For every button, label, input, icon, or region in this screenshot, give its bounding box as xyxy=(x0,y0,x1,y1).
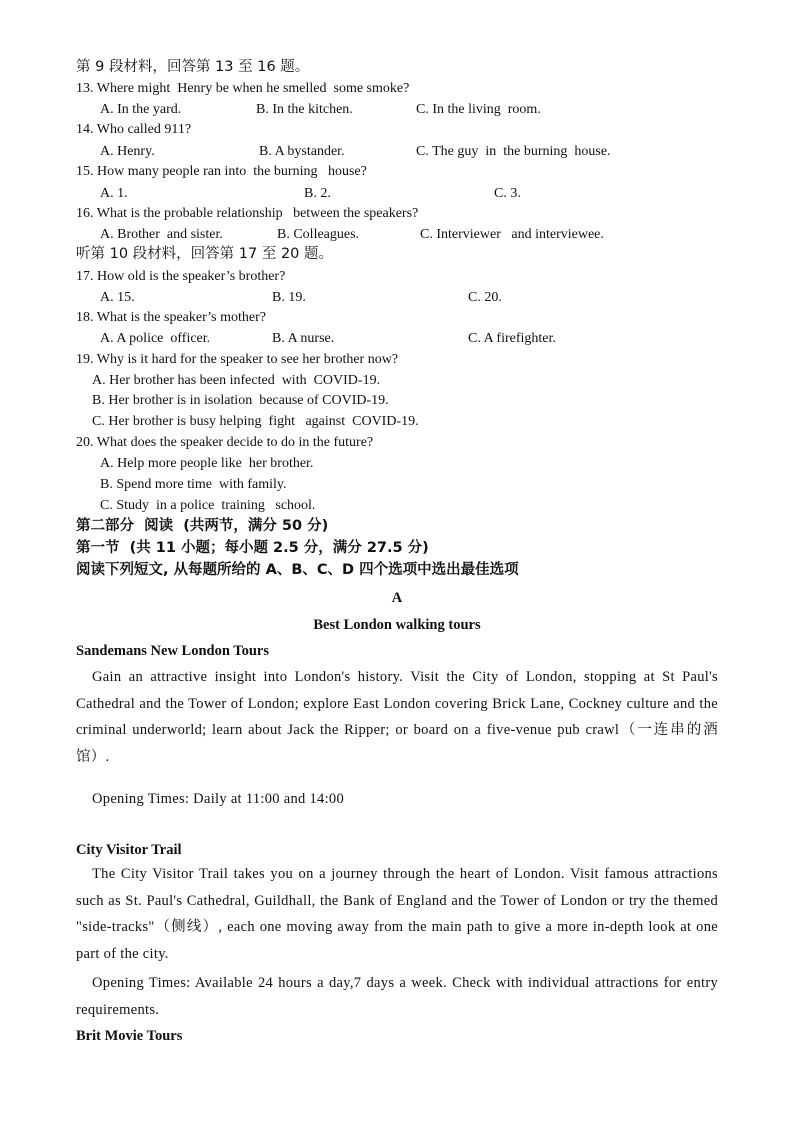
tour-2-hours xyxy=(76,970,718,1023)
tour-2-name: City Visitor Trail xyxy=(76,842,182,858)
question-18: 18. What is the speaker’s mother? xyxy=(76,310,266,325)
q15-option-b: B. 2. xyxy=(304,186,331,201)
q20-option-a: A. Help more people like her brother. xyxy=(100,456,314,471)
tour-1-hours xyxy=(76,786,718,813)
tour-3-name: Brit Movie Tours xyxy=(76,1028,183,1044)
reading-instruction: 阅读下列短文, 从每题所给的 A、B、C、D 四个选项中选出最佳选项 xyxy=(76,562,519,578)
q14-option-a: A. Henry. xyxy=(100,144,155,159)
part-two-heading: 第二部分 阅读 (共两节，满分 50 分) xyxy=(76,518,329,534)
tour-2-hours-text: Opening Times: Available 24 hours a day,7 days a week. Check with individual attractions for entry requirements. xyxy=(76,975,718,1018)
q20-option-c: C. Study in a police training school. xyxy=(100,498,316,513)
q13-option-c: C. In the living room. xyxy=(416,102,541,117)
passage-title: Best London walking tours xyxy=(313,617,481,633)
q14-option-b: B. A bystander. xyxy=(259,144,345,159)
tour-2-description-text: The City Visitor Trail takes you on a journey through the heart of London. Visit famous attractions such as St. Paul's Cathedral, Guildhall, the Bank of England and the Tower of London or try the themed "side-tracks"（侧线）, each one moving away from the main path to give a more in-depth look at one part of the city. xyxy=(76,866,718,962)
q13-option-a: A. In the yard. xyxy=(100,102,182,117)
tour-2-description xyxy=(76,861,718,967)
q16-option-c: C. Interviewer and interviewee. xyxy=(420,227,604,242)
q18-option-b: B. A nurse. xyxy=(272,331,335,346)
q20-option-b: B. Spend more time with family. xyxy=(100,477,287,492)
question-16: 16. What is the probable relationship between the speakers? xyxy=(76,206,419,221)
q19-option-c: C. Her brother is busy helping fight against COVID-19. xyxy=(92,414,419,429)
tour-1-description-text: Gain an attractive insight into London's history. Visit the City of London, stopping at St Paul's Cathedral and the Tower of London; explore East London covering Brick Lane, Cockney culture and the criminal underworld; learn about Jack the Ripper; or board on a five-venue pub crawl（一连串的酒馆）. xyxy=(76,669,718,765)
q16-option-b: B. Colleagues. xyxy=(277,227,360,242)
tour-1-hours-text: Opening Times: Daily at 11:00 and 14:00 xyxy=(92,791,345,807)
q15-option-c: C. 3. xyxy=(494,186,521,201)
q13-option-b: B. In the kitchen. xyxy=(256,102,353,117)
q14-option-c: C. The guy in the burning house. xyxy=(416,144,611,159)
question-19: 19. Why is it hard for the speaker to see her brother now? xyxy=(76,352,399,367)
q18-option-c: C. A firefighter. xyxy=(468,331,556,346)
q17-option-a: A. 15. xyxy=(100,290,135,305)
question-15: 15. How many people ran into the burning house? xyxy=(76,164,367,179)
q19-option-b: B. Her brother is in isolation because of COVID-19. xyxy=(92,393,389,408)
q19-option-a: A. Her brother has been infected with COVID-19. xyxy=(92,373,381,388)
section-intro-10: 听第 10 段材料，回答第 17 至 20 题。 xyxy=(76,246,334,262)
question-20: 20. What does the speaker decide to do in the future? xyxy=(76,435,374,450)
q17-option-c: C. 20. xyxy=(468,290,502,305)
section-intro-9: 第 9 段材料，回答第 13 至 16 题。 xyxy=(76,59,310,75)
question-17: 17. How old is the speaker’s brother? xyxy=(76,269,286,284)
q17-option-b: B. 19. xyxy=(272,290,306,305)
tour-1-name: Sandemans New London Tours xyxy=(76,643,270,659)
q18-option-a: A. A police officer. xyxy=(100,331,211,346)
q16-option-a: A. Brother and sister. xyxy=(100,227,223,242)
passage-letter: A xyxy=(391,590,403,606)
question-13: 13. Where might Henry be when he smelled some smoke? xyxy=(76,81,410,96)
question-14: 14. Who called 911? xyxy=(76,122,192,137)
section-one-heading: 第一节 (共 11 小题；每小题 2.5 分，满分 27.5 分) xyxy=(76,540,429,556)
q15-option-a: A. 1. xyxy=(100,186,128,201)
tour-1-description xyxy=(76,664,718,770)
